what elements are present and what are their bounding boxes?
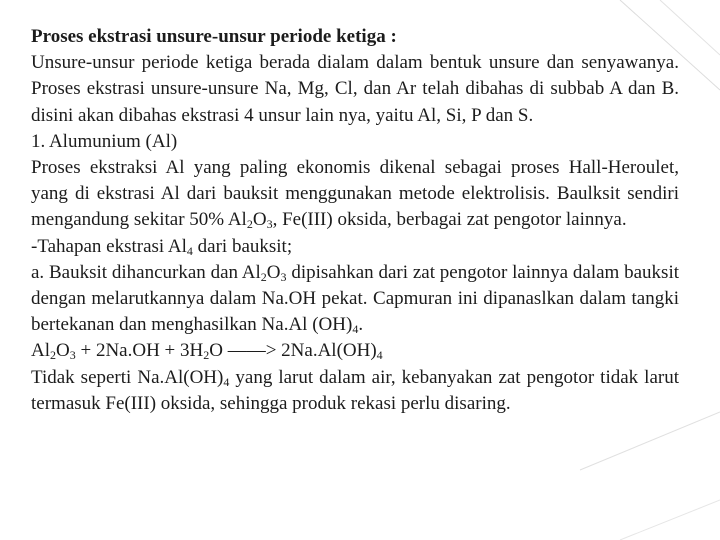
process-text: Proses ekstraksi Al yang paling ekonomis dikenal sebagai proses Hall-Heroulet, yang di ekstrasi Al dari bauksit menggunakan metode elektrolisis. Baulksit sendiri mengandung sekitar 50% Al xyxy=(31,157,679,231)
equation-mid: + 2Na.OH + 3H xyxy=(75,340,204,362)
step-a-text-end: . xyxy=(358,314,364,336)
closing-text-end: yang larut dalam air, kebanyakan zat pengotor tidak larut termasuk Fe(III) oksida, sehingga produk rekasi perlu disaring. xyxy=(31,366,680,414)
subscript: 2 xyxy=(260,269,267,284)
equation-o: O xyxy=(56,340,70,362)
subscript: 4 xyxy=(376,348,383,363)
stage-text-end: dari bauksit; xyxy=(192,235,293,257)
equation-arrow-part: O ——> 2Na.Al(OH) xyxy=(209,340,377,362)
process-text-end: , Fe(III) oksida, berbagai zat pengotor lainnya. xyxy=(272,209,627,231)
subscript: 3 xyxy=(266,217,273,232)
formula-letter: O xyxy=(252,209,267,231)
closing-text: Tidak seperti Na.Al(OH) xyxy=(31,366,224,388)
subscript: 3 xyxy=(69,348,76,363)
equation-al: Al xyxy=(31,340,50,362)
process-paragraph xyxy=(31,155,679,234)
subscript: 2 xyxy=(50,348,56,363)
section-title: 1. Alumunium (Al) xyxy=(31,130,178,152)
formula-letter: O xyxy=(266,261,281,283)
stage-line xyxy=(31,234,679,260)
subscript: 3 xyxy=(280,269,287,284)
subscript: 2 xyxy=(203,348,210,363)
subscript: 4 xyxy=(352,322,359,337)
step-a-text-mid: dipisahkan dari zat pengotor lainnya dalam bauksit dengan melarutkannya dalam Na.OH pekat. Capmuran ini dipanaslkan dalam tangki bertekanan dan menghasilkan Na.Al (OH) xyxy=(31,261,680,336)
step-a-paragraph xyxy=(31,260,679,339)
step-a-text: a. Bauksit dihancurkan dan Al xyxy=(31,261,261,283)
stage-text: -Tahapan ekstrasi Al xyxy=(31,235,187,257)
closing-paragraph xyxy=(31,365,679,417)
subscript: 4 xyxy=(186,243,193,258)
subscript: 2 xyxy=(246,217,253,232)
slide-heading: Proses ekstrasi unsure-unsur periode ketiga : xyxy=(31,26,397,47)
reaction-equation xyxy=(31,338,679,364)
intro-paragraph: Unsure-unsur periode ketiga berada dialam dalam bentuk unsure dan senyawanya. Proses ekstrasi unsure-unsure Na, Mg, Cl, dan Ar telah dibahas di subbab A dan B. disini akan dibahas ekstrasi 4 unsur lain nya, yaitu Al, Si, P dan S. xyxy=(31,52,679,126)
slide-content xyxy=(31,24,679,417)
subscript: 4 xyxy=(223,374,230,389)
